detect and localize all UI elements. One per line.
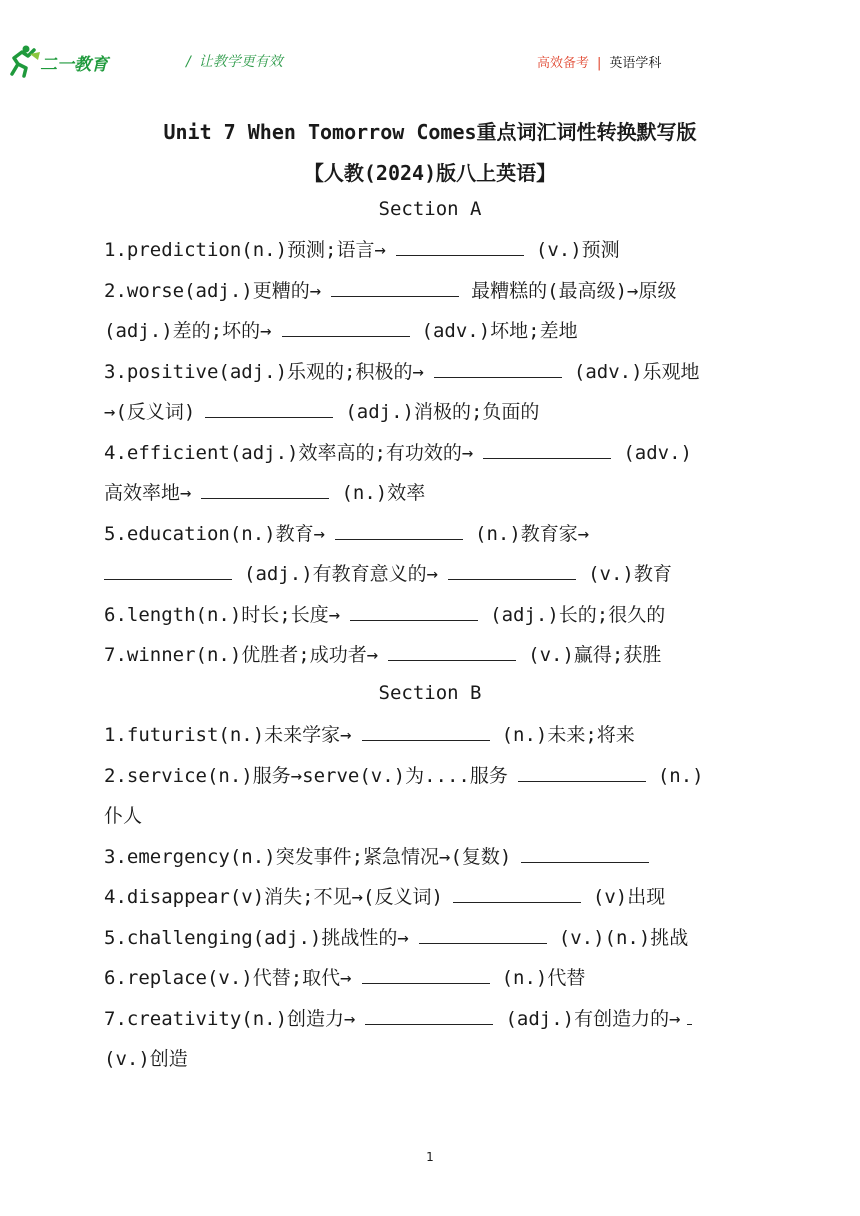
line-text: 3.positive(adj.)乐观的;积极的→ bbox=[104, 361, 424, 383]
exercise-line bbox=[104, 602, 764, 628]
line-text: (n.)代替 bbox=[501, 967, 586, 989]
logo-text: 二一教育 bbox=[40, 55, 108, 75]
line-text: (v.)预测 bbox=[535, 239, 620, 261]
answer-blank[interactable] bbox=[483, 440, 611, 459]
line-text: 5.education(n.)教育→ bbox=[104, 523, 326, 545]
line-text: 7.winner(n.)优胜者;成功者→ bbox=[104, 644, 379, 666]
answer-blank[interactable] bbox=[388, 642, 516, 661]
doc-subtitle: 【人教(2024)版八上英语】 bbox=[303, 161, 557, 185]
header-separator: | bbox=[597, 56, 602, 71]
answer-blank[interactable] bbox=[362, 965, 490, 984]
line-text: (n.)效率 bbox=[341, 482, 426, 504]
answer-blank[interactable] bbox=[104, 561, 232, 580]
exercise-line bbox=[104, 763, 764, 789]
section-a-heading: Section A bbox=[378, 198, 482, 220]
logo bbox=[4, 44, 124, 80]
line-text: →(反义词) bbox=[104, 401, 196, 423]
exercise-line bbox=[104, 642, 764, 668]
line-text: 6.length(n.)时长;长度→ bbox=[104, 604, 341, 626]
line-text: (v.)(n.)挑战 bbox=[558, 927, 689, 949]
exercise-line bbox=[104, 561, 764, 587]
line-text: 最糟糕的(最高级)→原级 bbox=[471, 280, 677, 302]
line-text: 4.disappear(v)消失;不见→(反义词) bbox=[104, 886, 443, 908]
exercise-line bbox=[104, 722, 764, 748]
line-text: (adj.)有创造力的→ bbox=[505, 1008, 681, 1030]
slogan bbox=[186, 51, 283, 71]
answer-blank[interactable] bbox=[434, 359, 562, 378]
answer-blank[interactable] bbox=[518, 763, 646, 782]
answer-blank[interactable] bbox=[205, 399, 333, 418]
exercise-line bbox=[104, 278, 764, 304]
exercise-line bbox=[104, 844, 764, 870]
exercise-line bbox=[104, 237, 764, 263]
exercise-line bbox=[104, 925, 764, 951]
exercise-line bbox=[104, 399, 764, 425]
exercise-line bbox=[104, 803, 764, 829]
line-text: 高效率地→ bbox=[104, 482, 192, 504]
exercise-line bbox=[104, 965, 764, 991]
answer-blank[interactable] bbox=[350, 602, 478, 621]
line-text: 7.creativity(n.)创造力→ bbox=[104, 1008, 356, 1030]
answer-blank[interactable] bbox=[453, 884, 581, 903]
line-text: 2.worse(adj.)更糟的→ bbox=[104, 280, 322, 302]
line-text: (n.) bbox=[657, 765, 704, 787]
doc-title: Unit 7 When Tomorrow Comes重点词汇词性转换默写版 bbox=[163, 120, 697, 144]
header-tags bbox=[537, 52, 661, 71]
line-text: (v)出现 bbox=[592, 886, 666, 908]
answer-blank[interactable] bbox=[331, 278, 459, 297]
page-header bbox=[0, 0, 860, 100]
answer-blank[interactable] bbox=[396, 237, 524, 256]
exercise-line bbox=[104, 1046, 764, 1072]
line-text: 2.service(n.)服务→serve(v.)为....服务 bbox=[104, 765, 508, 787]
line-text: 3.emergency(n.)突发事件;紧急情况→(复数) bbox=[104, 846, 512, 868]
line-text: (adv.) bbox=[623, 442, 692, 464]
line-text: (adv.)乐观地 bbox=[573, 361, 700, 383]
line-text: 6.replace(v.)代替;取代→ bbox=[104, 967, 352, 989]
exercise-line bbox=[104, 521, 764, 547]
line-text: 5.challenging(adj.)挑战性的→ bbox=[104, 927, 409, 949]
line-text: (adj.)消极的;负面的 bbox=[345, 401, 540, 423]
prep-label: 高效备考 bbox=[537, 56, 590, 71]
answer-blank[interactable] bbox=[448, 561, 576, 580]
exercise-line bbox=[104, 440, 764, 466]
line-text: 4.efficient(adj.)效率高的;有功效的→ bbox=[104, 442, 474, 464]
exercise-line bbox=[104, 359, 764, 385]
line-text: (v.)赢得;获胜 bbox=[528, 644, 662, 666]
runner-logo-icon bbox=[4, 44, 44, 80]
line-text: 1.futurist(n.)未来学家→ bbox=[104, 724, 352, 746]
answer-blank[interactable] bbox=[365, 1006, 493, 1025]
page-number: 1 bbox=[426, 1150, 434, 1164]
line-text: (n.)教育家→ bbox=[475, 523, 590, 545]
answer-blank[interactable] bbox=[201, 480, 329, 499]
answer-blank[interactable] bbox=[282, 318, 410, 337]
line-text: (adj.)差的;坏的→ bbox=[104, 320, 272, 342]
section-b-heading: Section B bbox=[378, 682, 482, 704]
answer-blank[interactable] bbox=[419, 925, 547, 944]
slogan-text: 让教学更有效 bbox=[198, 54, 283, 70]
exercise-line bbox=[104, 480, 764, 506]
slogan-slash: / bbox=[186, 54, 191, 70]
answer-blank[interactable] bbox=[362, 722, 490, 741]
exercise-line bbox=[104, 884, 764, 910]
answer-blank[interactable] bbox=[335, 521, 463, 540]
line-text: (adv.)坏地;差地 bbox=[421, 320, 578, 342]
line-text: (v.)教育 bbox=[588, 563, 672, 585]
subject-label: 英语学科 bbox=[609, 56, 662, 71]
line-text: (n.)未来;将来 bbox=[501, 724, 635, 746]
line-text: (v.)创造 bbox=[104, 1048, 188, 1070]
answer-blank[interactable] bbox=[521, 844, 649, 863]
answer-blank[interactable] bbox=[687, 1010, 692, 1025]
line-text: 1.prediction(n.)预测;语言→ bbox=[104, 239, 386, 261]
exercise-line bbox=[104, 318, 764, 344]
line-text: (adj.)有教育意义的→ bbox=[244, 563, 439, 585]
line-text: 仆人 bbox=[104, 805, 143, 827]
line-text: (adj.)长的;很久的 bbox=[490, 604, 666, 626]
exercise-line bbox=[104, 1006, 764, 1032]
